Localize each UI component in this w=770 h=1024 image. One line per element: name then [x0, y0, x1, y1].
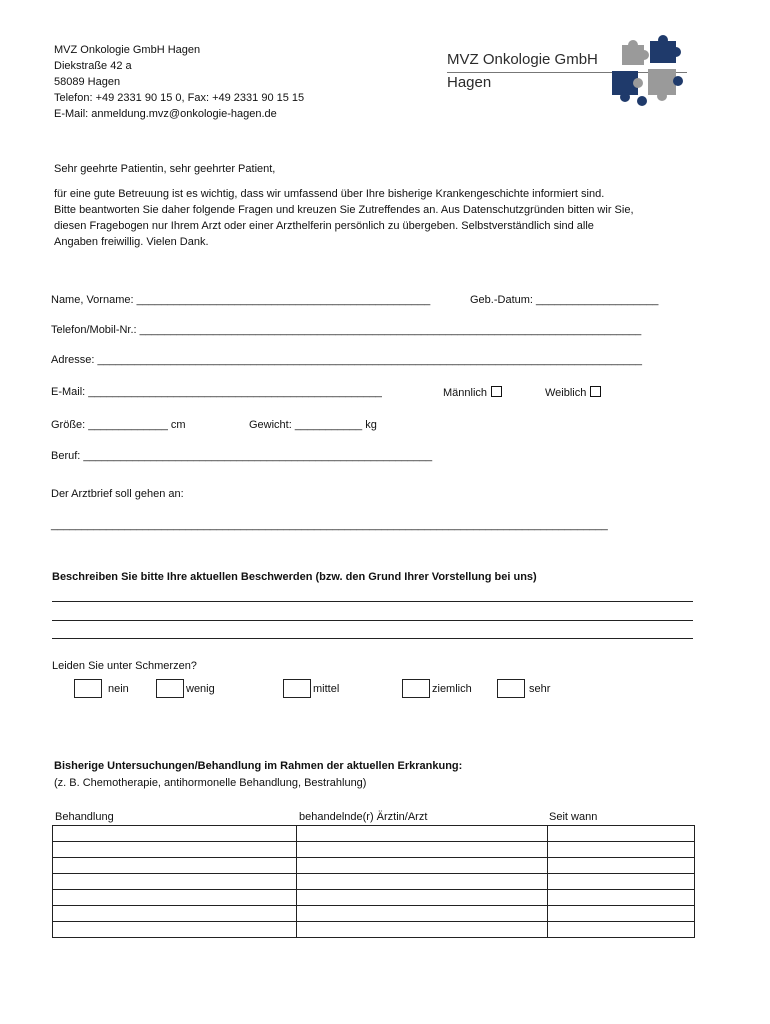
address-field[interactable]: Adresse: _________________________________________________________________________________________	[51, 354, 642, 366]
column-header-since: Seit wann	[549, 811, 598, 823]
column-header-treatment: Behandlung	[55, 811, 114, 823]
table-cell[interactable]	[53, 906, 297, 922]
checkbox-icon[interactable]	[491, 386, 502, 397]
greeting: Sehr geehrte Patientin, sehr geehrter Patient,	[54, 163, 276, 175]
pain-option-label: nein	[108, 682, 129, 695]
logo-text	[447, 50, 598, 92]
logo-line-2: Hagen	[447, 74, 492, 91]
table-cell[interactable]	[548, 842, 695, 858]
table-cell[interactable]	[297, 842, 548, 858]
sender-address	[54, 42, 304, 122]
pain-option-ziemlich[interactable]	[402, 679, 472, 698]
address-line: MVZ Onkologie GmbH Hagen	[54, 44, 201, 56]
table-cell[interactable]	[548, 922, 695, 938]
address-line: Telefon: +49 2331 90 15 0, Fax: +49 2331 90 15 15	[54, 92, 305, 104]
dob-field[interactable]: Geb.-Datum: ____________________	[470, 294, 659, 306]
height-field[interactable]: Größe: _____________ cm	[51, 419, 186, 431]
table-row	[53, 906, 695, 922]
pain-option-sehr[interactable]	[497, 679, 550, 698]
female-option[interactable]	[545, 386, 601, 399]
table-cell[interactable]	[297, 858, 548, 874]
pain-option-label: wenig	[186, 682, 215, 695]
treatment-table	[52, 825, 695, 938]
pain-option-label: ziemlich	[432, 682, 472, 695]
table-cell[interactable]	[297, 890, 548, 906]
checkbox-icon[interactable]	[74, 679, 102, 698]
male-option[interactable]	[443, 386, 502, 399]
pain-option-nein[interactable]	[74, 679, 129, 698]
checkbox-icon[interactable]	[497, 679, 525, 698]
pain-option-wenig[interactable]	[156, 679, 215, 698]
complaints-heading: Beschreiben Sie bitte Ihre aktuellen Beschwerden (bzw. den Grund Ihrer Vorstellung bei uns)	[52, 571, 537, 583]
table-row	[53, 922, 695, 938]
male-label: Männlich	[443, 387, 488, 399]
checkbox-icon[interactable]	[156, 679, 184, 698]
table-cell[interactable]	[548, 906, 695, 922]
table-cell[interactable]	[548, 890, 695, 906]
column-header-doctor: behandelnde(r) Ärztin/Arzt	[299, 811, 428, 823]
intro-paragraph-line: Bitte beantworten Sie daher folgende Fragen und kreuzen Sie Zutreffendes an. Aus Datenschutzgründen bitten wir Sie,	[54, 204, 634, 216]
table-cell[interactable]	[297, 826, 548, 842]
checkbox-icon[interactable]	[590, 386, 601, 397]
doctor-letter-label: Der Arztbrief soll gehen an:	[51, 488, 184, 500]
table-cell[interactable]	[297, 922, 548, 938]
table-row	[53, 890, 695, 906]
table-cell[interactable]	[297, 906, 548, 922]
pain-option-label: mittel	[313, 682, 340, 695]
table-cell[interactable]	[548, 858, 695, 874]
job-field[interactable]: Beruf: _________________________________________________________	[51, 450, 433, 462]
doctor-letter-line[interactable]: ___________________________________________________________________________________________	[51, 519, 608, 531]
table-cell[interactable]	[53, 890, 297, 906]
checkbox-icon[interactable]	[283, 679, 311, 698]
complaints-line[interactable]	[52, 601, 693, 602]
treatment-subheading: (z. B. Chemotherapie, antihormonelle Behandlung, Bestrahlung)	[54, 777, 367, 789]
table-row	[53, 826, 695, 842]
treatment-heading: Bisherige Untersuchungen/Behandlung im Rahmen der aktuellen Erkrankung:	[54, 760, 463, 772]
intro-paragraph-line: für eine gute Betreuung ist es wichtig, dass wir umfassend über Ihre bisherige Krankengeschichte informiert sind.	[54, 188, 605, 200]
table-cell[interactable]	[548, 826, 695, 842]
table-row	[53, 874, 695, 890]
table-cell[interactable]	[53, 842, 297, 858]
pain-question: Leiden Sie unter Schmerzen?	[52, 660, 197, 672]
table-row	[53, 858, 695, 874]
address-line: Diekstraße 42 a	[54, 60, 132, 72]
complaints-line[interactable]	[52, 620, 693, 621]
checkbox-icon[interactable]	[402, 679, 430, 698]
puzzle-logo-icon	[608, 35, 688, 107]
table-cell[interactable]	[297, 874, 548, 890]
pain-option-mittel[interactable]	[283, 679, 339, 698]
intro-paragraph-line: diesen Fragebogen nur Ihrem Arzt oder einer Arzthelferin persönlich zu übergeben. Selbstverständlich sind alle	[54, 220, 594, 232]
table-cell[interactable]	[53, 858, 297, 874]
address-line: E-Mail: anmeldung.mvz@onkologie-hagen.de	[54, 108, 277, 120]
name-field[interactable]: Name, Vorname: ________________________________________________	[51, 294, 431, 306]
table-cell[interactable]	[53, 922, 297, 938]
logo-line-1: MVZ Onkologie GmbH	[447, 51, 598, 68]
complaints-line[interactable]	[52, 638, 693, 639]
table-cell[interactable]	[548, 874, 695, 890]
weight-field[interactable]: Gewicht: ___________ kg	[249, 419, 377, 431]
pain-option-label: sehr	[529, 682, 551, 695]
table-row	[53, 842, 695, 858]
intro-paragraph-line: Angaben freiwillig. Vielen Dank.	[54, 236, 209, 248]
table-cell[interactable]	[53, 874, 297, 890]
female-label: Weiblich	[545, 387, 587, 399]
address-line: 58089 Hagen	[54, 76, 121, 88]
phone-field[interactable]: Telefon/Mobil-Nr.: __________________________________________________________________________________	[51, 324, 642, 336]
email-field[interactable]: E-Mail: ________________________________________________	[51, 386, 382, 398]
table-cell[interactable]	[53, 826, 297, 842]
